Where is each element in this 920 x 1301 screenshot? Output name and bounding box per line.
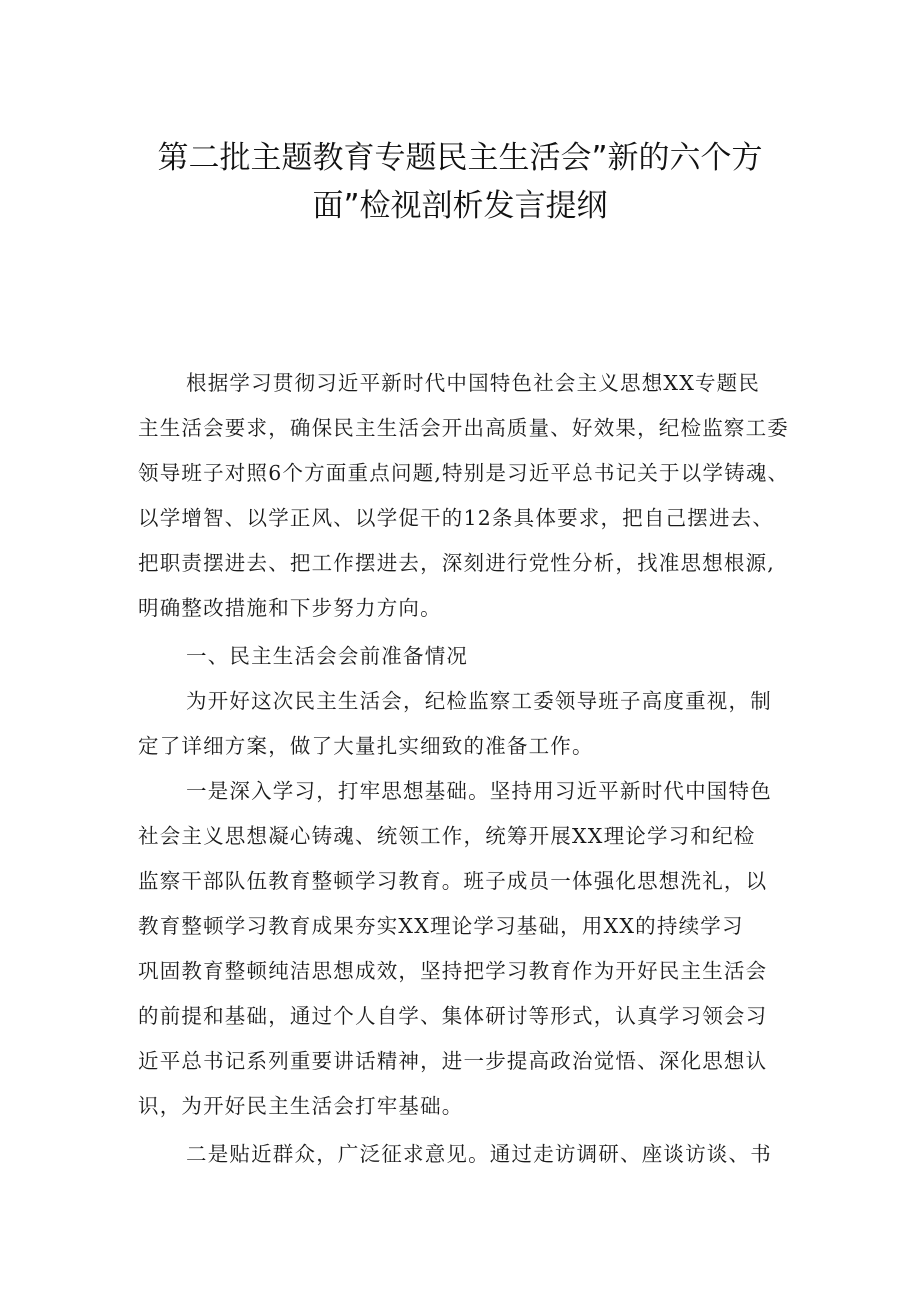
body-line: 领导班子对照6个方面重点问题,特别是习近平总书记关于以学铸魂、 <box>138 461 790 485</box>
document-title-line-1: 第二批主题教育专题民主生活会”新的六个方 <box>157 140 763 176</box>
section-heading: 一、民主生活会会前准备情况 <box>186 644 469 668</box>
body-line: 监察干部队伍教育整顿学习教育。班子成员一体强化思想洗礼，以 <box>138 869 768 893</box>
body-line: 二是贴近群众，广泛征求意见。通过走访调研、座谈访谈、书 <box>186 1142 772 1166</box>
body-line: 近平总书记系列重要讲话精神，进一步提高政治觉悟、深化思想认 <box>138 1049 768 1073</box>
body-line: 根据学习贯彻习近平新时代中国特色社会主义思想XX专题民 <box>186 371 761 395</box>
body-line: 识，为开好民主生活会打牢基础。 <box>138 1094 464 1118</box>
body-line: 为开好这次民主生活会，纪检监察工委领导班子高度重视，制 <box>186 689 772 713</box>
body-line: 的前提和基础，通过个人自学、集体研讨等形式，认真学习领会习 <box>138 1004 768 1028</box>
body-line: 巩固教育整顿纯洁思想成效，坚持把学习教育作为开好民主生活会 <box>138 959 768 983</box>
document-title-line-2: 面”检视剖析发言提纲 <box>312 188 608 224</box>
body-line: 主生活会要求，确保民主生活会开出高质量、好效果，纪检监察工委 <box>138 416 789 440</box>
body-line: 把职责摆进去、把工作摆进去，深刻进行党性分析，找准思想根源, <box>138 551 776 575</box>
body-line: 一是深入学习，打牢思想基础。坚持用习近平新时代中国特色 <box>186 779 772 803</box>
body-line: 以学增智、以学正风、以学促干的12条具体要求，把自己摆进去、 <box>138 506 775 530</box>
body-line: 定了详细方案，做了大量扎实细致的准备工作。 <box>138 734 594 758</box>
body-line: 社会主义思想凝心铸魂、统领工作，统筹开展XX理论学习和纪检 <box>138 824 756 848</box>
body-line: 教育整顿学习教育成果夯实XX理论学习基础，用XX的持续学习 <box>138 914 744 938</box>
body-line: 明确整改措施和下步努力方向。 <box>138 596 442 620</box>
